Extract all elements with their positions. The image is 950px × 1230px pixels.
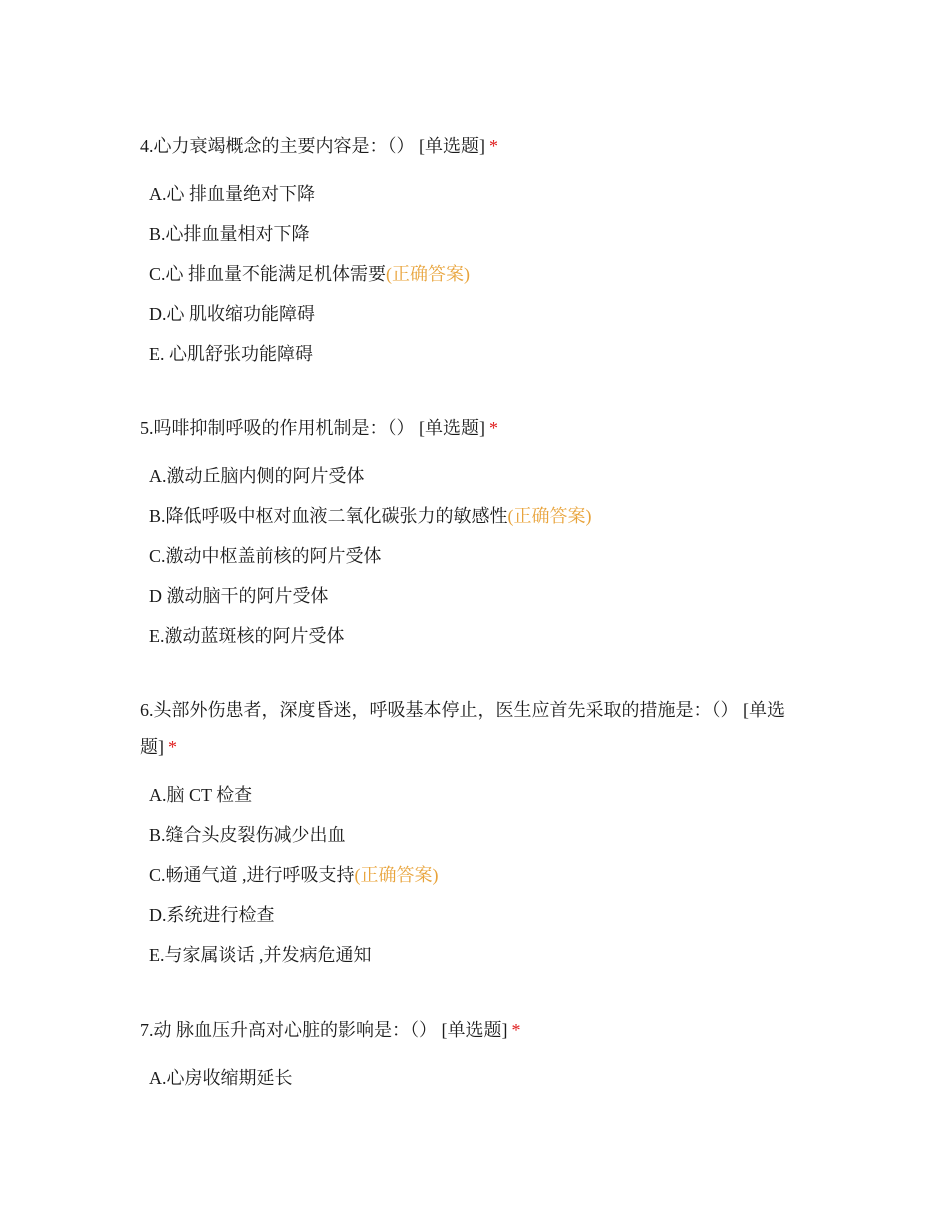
question-title: [140, 128, 805, 165]
option-text: E. 心肌舒张功能障碍: [149, 344, 313, 364]
option-text: A.心房收缩期延长: [149, 1068, 293, 1088]
option-text: A.激动丘脑内侧的阿片受体: [149, 466, 365, 486]
question-7: [140, 1012, 805, 1098]
question-title: [140, 410, 805, 447]
question-text: 4.心力衰竭概念的主要内容是：（） [单选题]: [140, 136, 485, 156]
option-list: [140, 1058, 805, 1098]
required-star: *: [511, 1020, 521, 1040]
question-5: [140, 410, 805, 656]
option-text: B.缝合头皮裂伤减少出血: [149, 825, 346, 845]
option-list: [140, 775, 805, 975]
option-d: [149, 895, 805, 935]
option-text: D.心 肌收缩功能障碍: [149, 304, 315, 324]
question-6: [140, 692, 805, 975]
option-text: D 激动脑干的阿片受体: [149, 586, 329, 606]
required-star: *: [489, 136, 498, 156]
option-text: B.心排血量相对下降: [149, 224, 310, 244]
option-text: C.激动中枢盖前核的阿片受体: [149, 546, 382, 566]
option-c: [149, 254, 805, 294]
option-d: [149, 294, 805, 334]
option-b: [149, 214, 805, 254]
option-a: [149, 775, 805, 815]
required-star: *: [489, 418, 498, 438]
option-b: [149, 815, 805, 855]
option-a: [149, 1058, 805, 1098]
option-text: E.与家属谈话 ,并发病危通知: [149, 945, 372, 965]
option-list: [140, 456, 805, 656]
option-text: C.畅通气道 ,进行呼吸支持: [149, 865, 355, 885]
question-text: 6.头部外伤患者，深度昏迷，呼吸基本停止，医生应首先采取的措施是：（） [单选题]: [140, 700, 785, 757]
option-e: [149, 616, 805, 656]
option-text: E.激动蓝斑核的阿片受体: [149, 626, 345, 646]
question-text: 5.吗啡抑制呼吸的作用机制是：（） [单选题]: [140, 418, 485, 438]
option-b: [149, 496, 805, 536]
option-text: B.降低呼吸中枢对血液二氧化碳张力的敏感性: [149, 506, 508, 526]
question-4: [140, 128, 805, 374]
correct-answer-tag: (正确答案): [386, 264, 471, 284]
option-e: [149, 935, 805, 975]
option-d: [149, 576, 805, 616]
option-e: [149, 334, 805, 374]
option-text: A.心 排血量绝对下降: [149, 184, 315, 204]
correct-answer-tag: (正确答案): [507, 506, 592, 526]
option-c: [149, 536, 805, 576]
option-list: [140, 174, 805, 374]
option-a: [149, 174, 805, 214]
required-star: *: [168, 737, 177, 757]
option-text: C.心 排血量不能满足机体需要: [149, 264, 387, 284]
question-title: [140, 692, 805, 766]
option-c: [149, 855, 805, 895]
option-text: D.系统进行检查: [149, 905, 275, 925]
correct-answer-tag: (正确答案): [354, 865, 439, 885]
question-text: 7.动 脉血压升高对心脏的影响是：（） [单选题]: [140, 1020, 508, 1040]
option-a: [149, 456, 805, 496]
option-text: A.脑 CT 检查: [149, 785, 253, 805]
question-title: [140, 1012, 805, 1049]
